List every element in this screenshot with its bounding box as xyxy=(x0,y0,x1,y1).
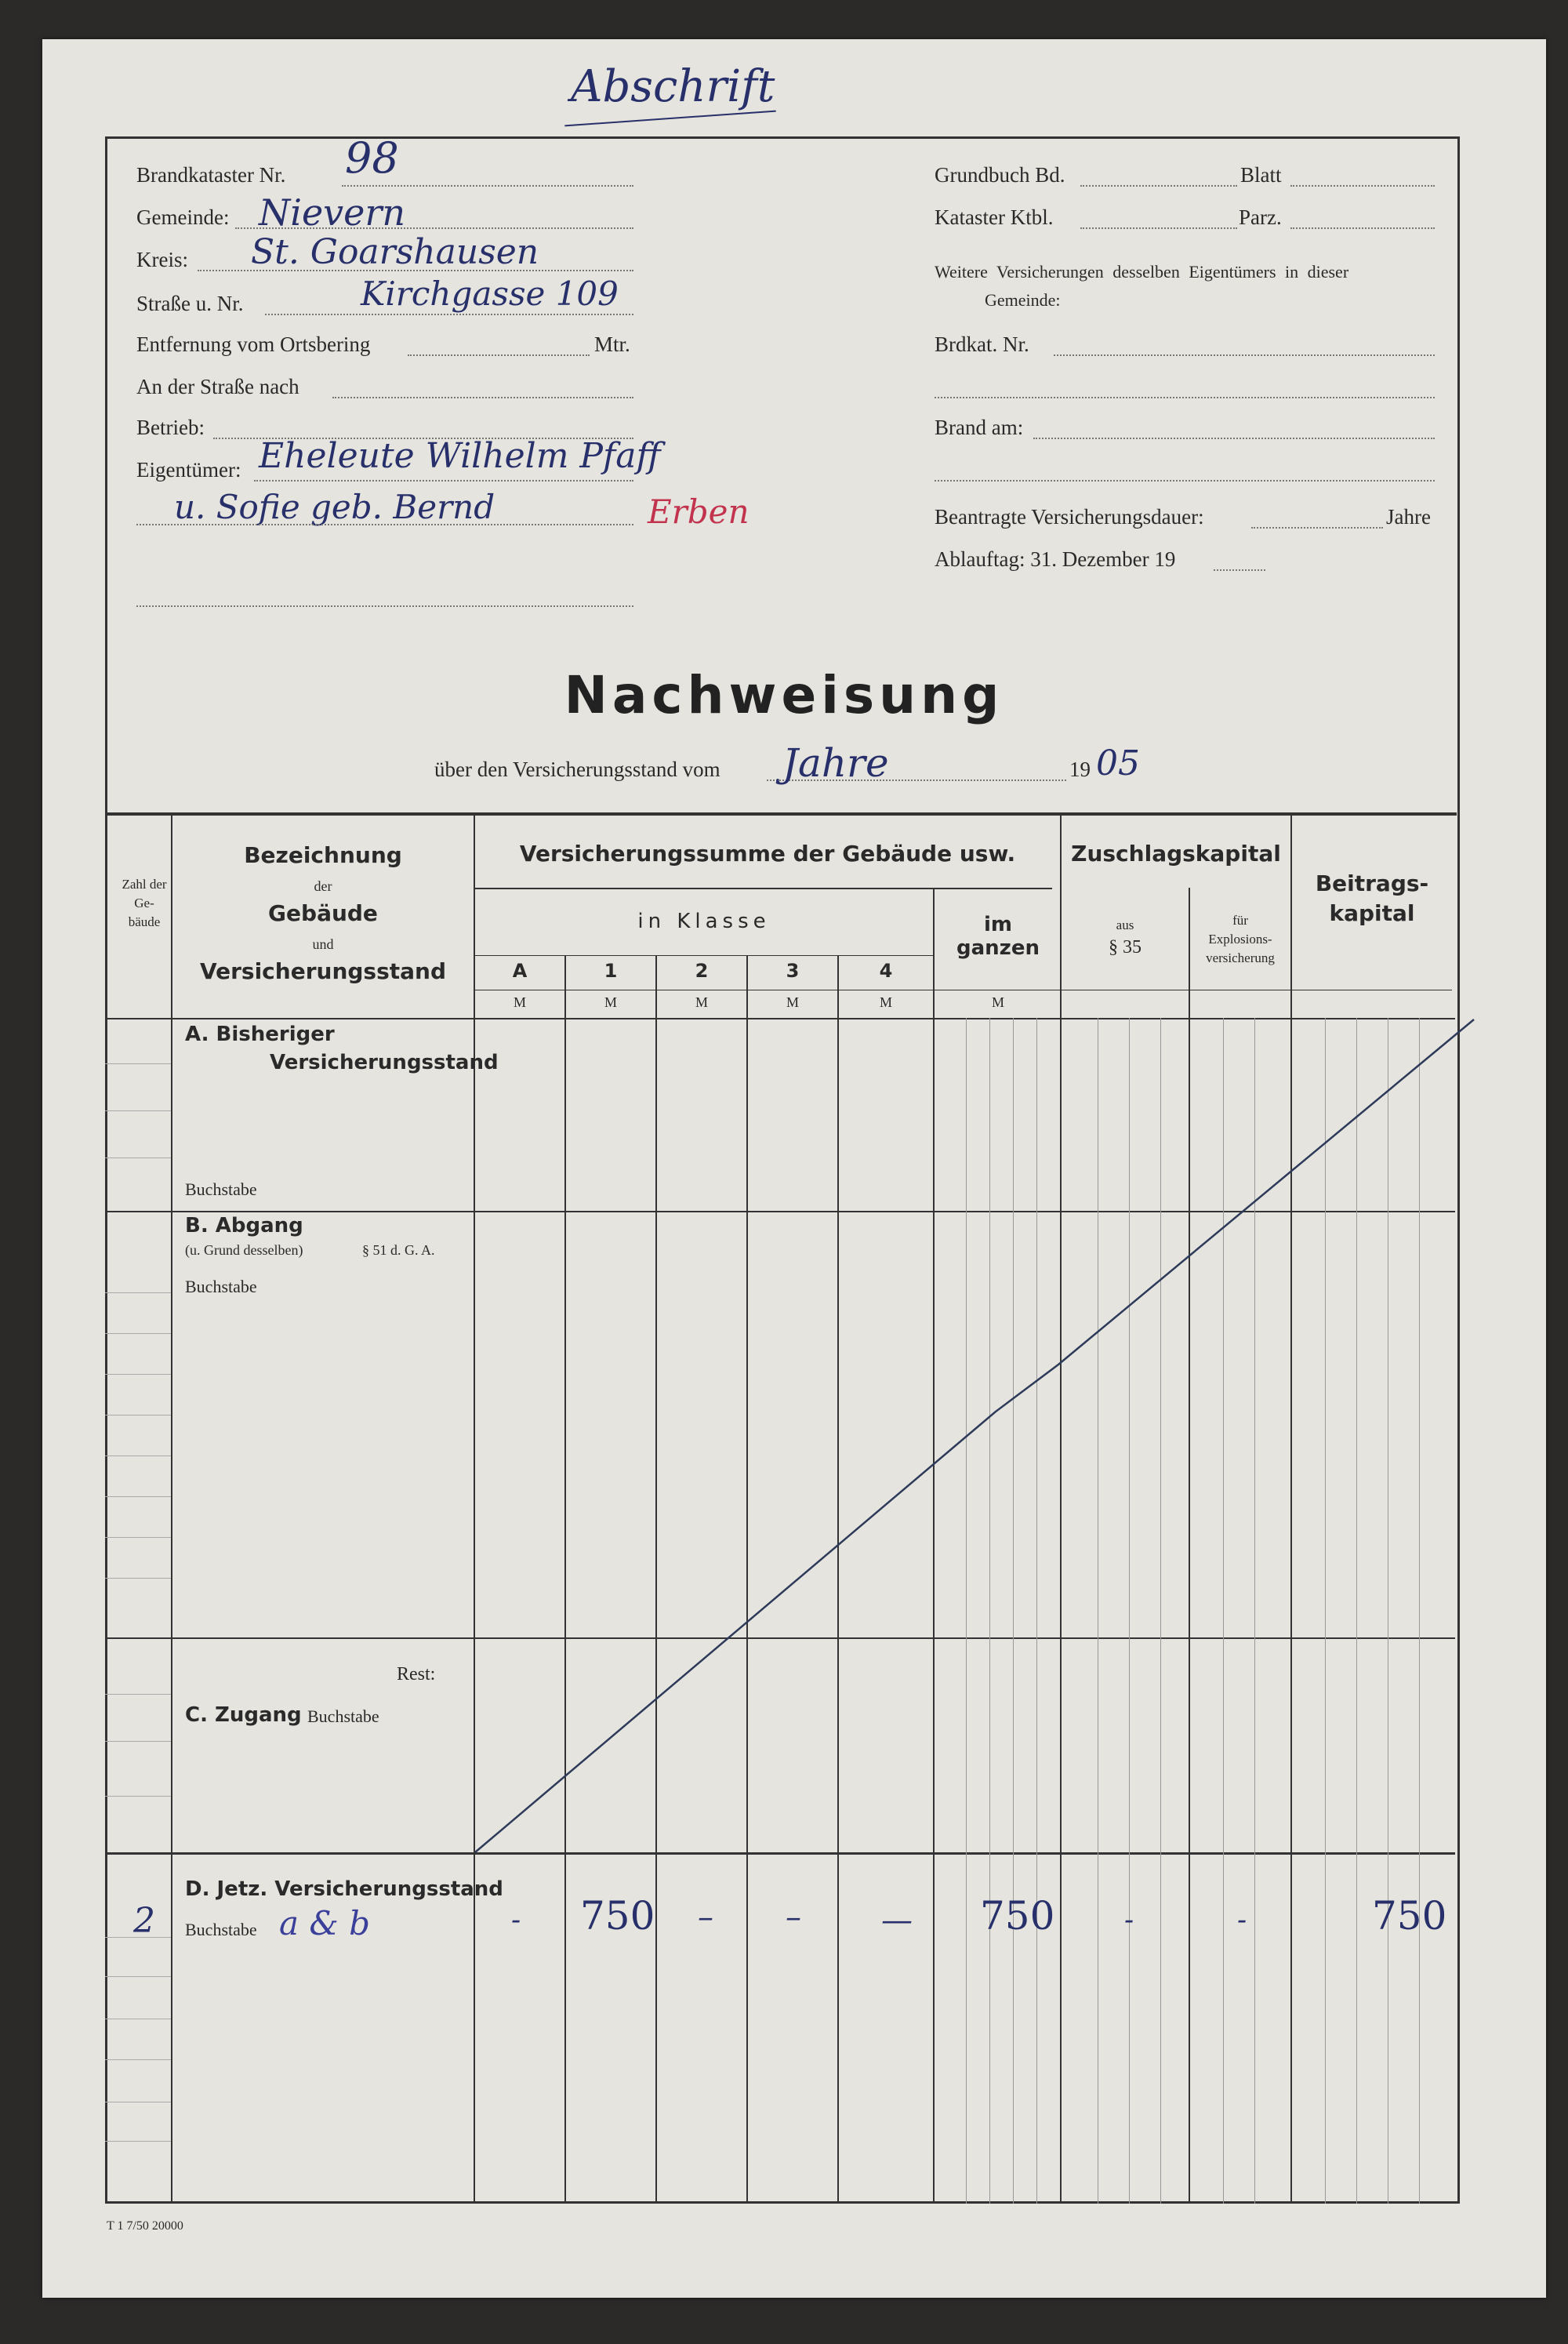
ablauftag-label: Ablauftag: 31. Dezember 19 xyxy=(935,547,1176,571)
gemeinde-value: Nievern xyxy=(259,191,406,234)
col-bezeichnung-4: und xyxy=(312,936,334,952)
kreis-value: St. Goarshausen xyxy=(251,232,539,272)
col-bezeichnung-1: Bezeichnung xyxy=(244,842,402,868)
class-1: 1 xyxy=(604,960,618,982)
entfernung-unit: Mtr. xyxy=(594,333,630,356)
row-d-label: D. Jetz. Versicherungsstand xyxy=(185,1877,503,1901)
eigentuemer-line1: Eheleute Wilhelm Pfaff xyxy=(259,436,661,476)
grundbuch-label: Grundbuch Bd. xyxy=(935,163,1065,187)
brandkataster-label: Brandkataster Nr. xyxy=(136,163,286,187)
eigentuemer-erben: Erben xyxy=(648,492,750,531)
brand-am-label: Brand am: xyxy=(935,416,1024,439)
col-bezeichnung-3: Gebäude xyxy=(268,900,378,926)
row-d-value-ganzen: 750 xyxy=(980,1893,1055,1939)
brdkat-label: Brdkat. Nr. xyxy=(935,333,1029,356)
row-d-buchstabe-handwritten: a & b xyxy=(279,1904,371,1942)
row-d-value-3: – xyxy=(786,1899,801,1935)
class-4: 4 xyxy=(879,960,893,982)
page-title: Nachweisung xyxy=(564,665,1004,725)
col-explosion: Explosions- versicherung xyxy=(1206,932,1275,965)
brandkataster-value: 98 xyxy=(345,133,399,183)
row-d-value-explosion: - xyxy=(1237,1904,1247,1936)
col-paragraph-35: § 35 xyxy=(1109,937,1142,958)
col-bezeichnung-2: der xyxy=(314,878,332,894)
subtitle-year-prefix: 19 xyxy=(1069,758,1091,781)
col-aus: aus xyxy=(1116,918,1134,932)
row-d-value-beitrag: 750 xyxy=(1372,1893,1447,1939)
col-versicherungssumme: Versicherungssumme der Gebäude usw. xyxy=(519,841,1016,867)
row-b-buchstabe: Buchstabe xyxy=(185,1277,257,1296)
betrieb-label: Betrieb: xyxy=(136,416,205,439)
eigentuemer-line2: u. Sofie geb. Bernd xyxy=(174,488,495,526)
kreis-label: Kreis: xyxy=(136,248,188,271)
unit-4: M xyxy=(879,994,892,1010)
row-c-buchstabe: Buchstabe xyxy=(307,1706,379,1726)
gemeinde-label: Gemeinde: xyxy=(136,205,230,229)
col-fuer: für xyxy=(1232,913,1248,928)
unit-1: M xyxy=(604,994,617,1010)
weitere-gemeinde-label: Gemeinde: xyxy=(985,290,1061,310)
strasse-nach-label: An der Straße nach xyxy=(136,375,299,398)
row-a-buchstabe: Buchstabe xyxy=(185,1179,257,1199)
unit-a: M xyxy=(513,994,526,1010)
strasse-label: Straße u. Nr. xyxy=(136,292,244,315)
subtitle-year-handwritten: 05 xyxy=(1096,743,1140,783)
col-in-klasse: in Klasse xyxy=(637,910,771,933)
row-a-label-1: A. Bisheriger xyxy=(185,1023,335,1046)
jahre-label: Jahre xyxy=(1386,505,1431,529)
parz-label: Parz. xyxy=(1239,205,1282,229)
form-footer-code: T 1 7/50 20000 xyxy=(107,2219,183,2233)
row-d-value-aus35: - xyxy=(1124,1904,1134,1936)
unit-2: M xyxy=(695,994,708,1010)
subtitle-handwritten: Jahre xyxy=(782,740,889,786)
row-d-value-1: 750 xyxy=(580,1893,655,1939)
entfernung-label: Entfernung vom Ortsbering xyxy=(136,333,371,356)
weitere-label: Weitere Versicherungen desselben Eigentümers in dieser xyxy=(935,262,1349,282)
class-3: 3 xyxy=(786,960,800,982)
row-c-label: C. Zugang xyxy=(185,1703,302,1727)
row-a-label-2: Versicherungsstand xyxy=(270,1051,499,1074)
subtitle: über den Versicherungsstand vom xyxy=(434,758,720,781)
row-b-label-1: B. Abgang xyxy=(185,1214,303,1237)
col-im-ganzen: im ganzen xyxy=(956,913,1040,960)
row-d-zahl: 2 xyxy=(133,1901,155,1941)
kataster-label: Kataster Ktbl. xyxy=(935,205,1054,229)
row-b-label-2: (u. Grund desselben) xyxy=(185,1242,303,1258)
unit-ganzen: M xyxy=(991,994,1004,1010)
eigentuemer-label: Eigentümer: xyxy=(136,458,241,482)
col-zahl-header: Zahl der Ge- bäude xyxy=(122,877,167,929)
col-beitragskapital: Beitrags- kapital xyxy=(1315,870,1429,926)
row-d-value-2: – xyxy=(698,1899,713,1935)
col-zuschlagskapital: Zuschlagskapital xyxy=(1071,841,1281,867)
row-d-value-a: - xyxy=(511,1904,521,1936)
class-a: A xyxy=(512,960,528,982)
unit-3: M xyxy=(786,994,799,1010)
row-b-label-3: § 51 d. G. A. xyxy=(362,1242,435,1258)
blatt-label: Blatt xyxy=(1240,163,1282,187)
col-bezeichnung-5: Versicherungsstand xyxy=(199,958,447,984)
abschrift-annotation: Abschrift xyxy=(571,61,775,112)
row-d-value-4: — xyxy=(881,1902,913,1939)
strasse-value: Kirchgasse 109 xyxy=(361,274,619,313)
class-2: 2 xyxy=(695,960,709,982)
row-rest-label: Rest: xyxy=(397,1664,436,1684)
versicherungsdauer-label: Beantragte Versicherungsdauer: xyxy=(935,505,1204,529)
row-d-buchstabe: Buchstabe xyxy=(185,1920,257,1939)
